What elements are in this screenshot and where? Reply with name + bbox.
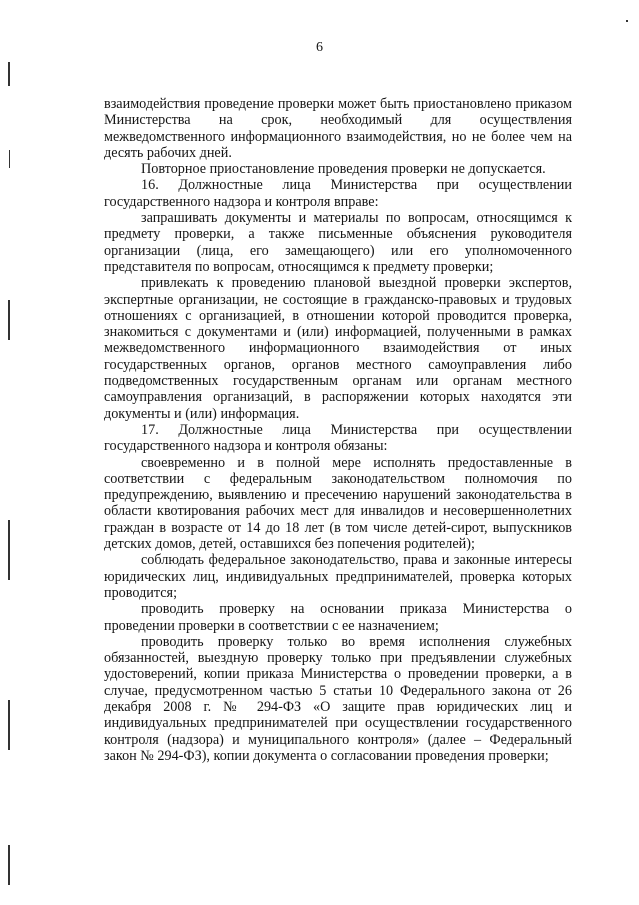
scan-mark	[626, 20, 628, 22]
paragraph: привлекать к проведению плановой выездной проверки экспертов, экспертные организации, не состоящие в гражданско-правовых и трудовых отношениях с организацией, в отношении которой проводится проверка, знакомиться с документами и (или) информацией, полученными в рамках межведомственного информационного взаимодействия от иных государственных органов, органов местного самоуправления либо подведомственных государственным органам или органам местного самоуправления организаций, в распоряжении которых находятся эти документы и (или) информация.	[104, 275, 572, 422]
scan-mark	[8, 845, 10, 885]
paragraph-16: 16. Должностные лица Министерства при осуществлении государственного надзора и контроля вправе:	[104, 177, 572, 210]
paragraph: взаимодействия проведение проверки может быть приостановлено приказом Министерства на срок, необходимый для осуществления межведомственного информационного взаимодействия, но не более чем на десять рабочих дней.	[104, 96, 572, 161]
scan-mark	[8, 300, 10, 340]
scan-mark	[8, 700, 10, 750]
page-number: 6	[316, 40, 323, 55]
document-body	[104, 96, 572, 764]
scan-mark	[9, 150, 10, 168]
paragraph: проводить проверку на основании приказа Министерства о проведении проверки в соответствии с ее назначением;	[104, 601, 572, 634]
paragraph: запрашивать документы и материалы по вопросам, относящимся к предмету проверки, а также письменные объяснения руководителя организации (лица, его замещающего) или его уполномоченного представителя по вопросам, относящимся к предмету проверки;	[104, 210, 572, 275]
paragraph: проводить проверку только во время исполнения служебных обязанностей, выездную проверку только при предъявлении служебных удостоверений, копии приказа Министерства о проведении проверки, а в случае, предусмотренном частью 5 статьи 10 Федерального закона от 26 декабря 2008 г. № 294-ФЗ «О защите прав юридических лиц и индивидуальных предпринимателей при осуществлении государственного контроля (надзора) и муниципального контроля» (далее – Федеральный закон № 294-ФЗ), копии документа о согласовании проведения проверки;	[104, 633, 572, 764]
scan-mark	[8, 520, 10, 580]
paragraph: своевременно и в полной мере исполнять предоставленные в соответствии с федеральным законодательством полномочия по предупреждению, выявлению и пресечению нарушений законодательства в области квотирования рабочих мест для инвалидов и несовершеннолетних граждан в возрасте от 14 до 18 лет (в том числе детей-сирот, выпускников детских домов, детей, оставшихся без попечения родителей);	[104, 454, 572, 553]
paragraph: соблюдать федеральное законодательство, права и законные интересы юридических лиц, индивидуальных предпринимателей, проверка которых проводится;	[104, 552, 572, 601]
paragraph: Повторное приостановление проведения проверки не допускается.	[141, 161, 546, 178]
scan-mark	[8, 62, 10, 86]
paragraph-17: 17. Должностные лица Министерства при осуществлении государственного надзора и контроля обязаны:	[104, 421, 572, 455]
